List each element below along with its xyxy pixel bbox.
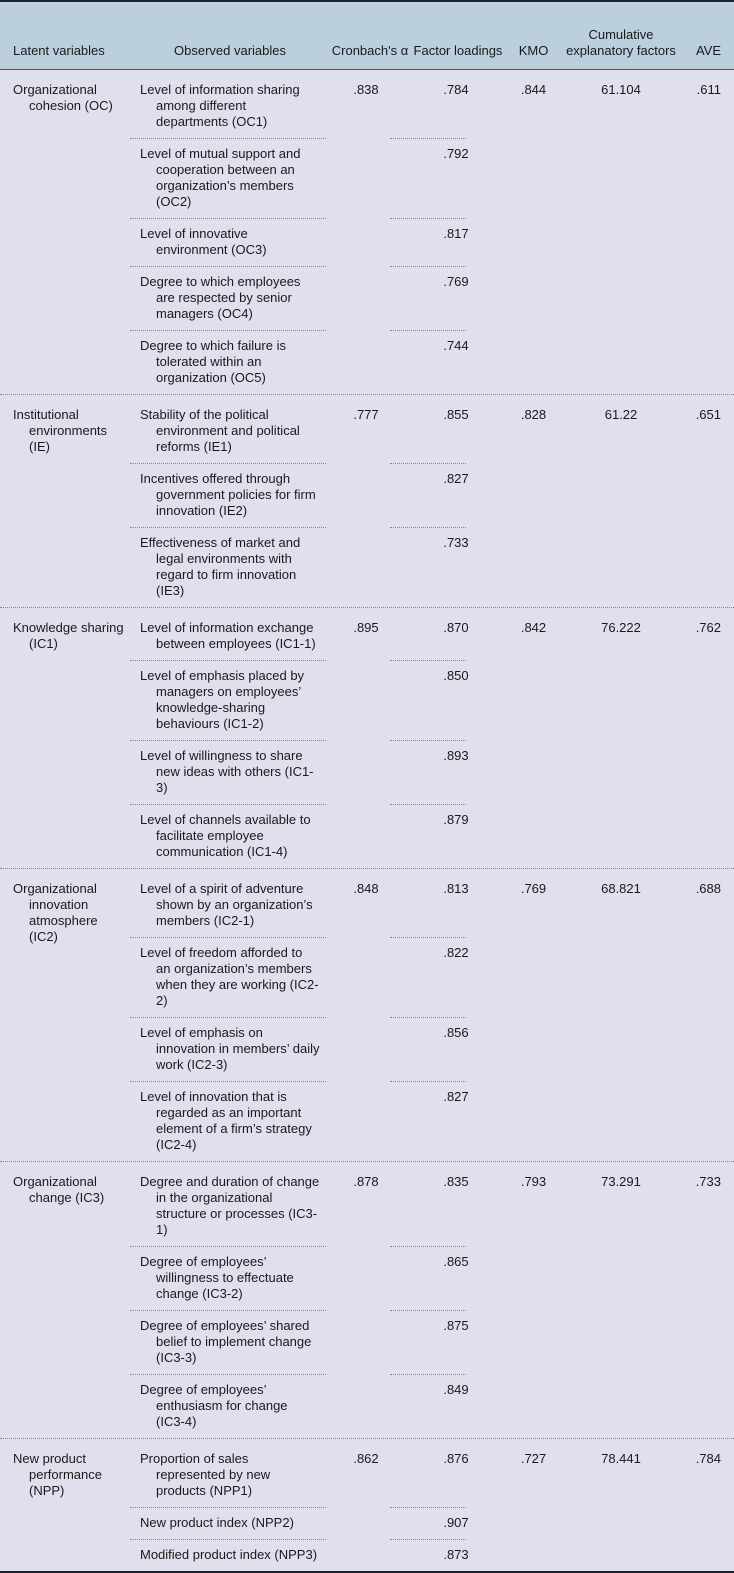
observed-item [130,881,506,937]
observed-variable: Level of freedom afforded to an organization’s members when they are working (IC2-2) [140,945,319,1008]
cumulative-value: 78.441 [601,1451,641,1466]
cronbach-alpha: .878 [353,1174,379,1189]
kmo-value: .793 [520,1174,547,1189]
ave-value: .688 [695,881,721,896]
factor-loading: .856 [443,1025,469,1040]
factor-loading: .792 [443,146,469,161]
factor-loading: .873 [443,1547,469,1562]
latent-label: Institutional environments (IE) [13,407,108,454]
table-row-group [0,70,734,395]
observed-list [130,1174,506,1438]
cumulative-value: 68.821 [601,881,641,896]
cronbach-alpha [326,812,406,868]
observed-item [130,226,506,266]
cronbach-alpha [326,338,406,394]
observed-variable: Level of mutual support and cooperation between an organization’s members (OC2) [140,146,301,209]
cronbach-alpha: .895 [353,620,379,635]
cronbach-alpha [326,535,406,607]
observed-variable: Level of information exchange between employees (IC1-1) [140,620,316,651]
observed-item [130,1254,506,1310]
cronbach-alpha [326,1515,406,1539]
group-stats [506,1451,734,1571]
observed-variable: Degree to which failure is tolerated within an organization (OC5) [140,338,286,385]
cronbach-alpha: .862 [353,1451,379,1466]
observed-list [130,620,506,868]
observed-variable: Degree of employees’ shared belief to implement change (IC3-3) [140,1318,312,1365]
observed-variable: Level of a spirit of adventure shown by an organization’s members (IC2-1) [140,881,313,928]
table-body [0,70,734,1571]
observed-item [130,535,506,607]
table-row-group [0,1162,734,1439]
observed-variable: Degree and duration of change in the organizational structure or processes (IC3-1) [140,1174,320,1237]
latent-variable [0,881,130,1161]
observed-variable: Level of information sharing among different departments (OC1) [140,82,300,129]
observed-item [130,274,506,330]
latent-variable [0,82,130,394]
observed-variable: Degree of employees’ enthusiasm for change (IC3-4) [140,1382,288,1429]
observed-variable: Level of innovation that is regarded as an important element of a firm’s strategy (IC2-4) [140,1089,312,1152]
observed-item [130,146,506,218]
ave-value: .784 [695,1451,721,1466]
cronbach-alpha: .777 [353,407,379,422]
group-stats [506,881,734,1161]
cronbach-alpha [326,146,406,218]
group-stats [506,620,734,868]
latent-label: Knowledge sharing (IC1) [13,620,124,651]
observed-list [130,82,506,394]
kmo-value: .727 [520,1451,547,1466]
observed-item [130,1174,506,1246]
observed-variable: Effectiveness of market and legal environments with regard to firm innovation (IE3) [140,535,301,598]
ave-value: .611 [696,82,721,97]
kmo-value: .844 [520,82,547,97]
latent-label: Organizational innovation atmosphere (IC2) [13,881,98,944]
cronbach-alpha [326,1089,406,1161]
observed-list [130,881,506,1161]
latent-label: New product performance (NPP) [13,1451,102,1498]
cronbach-alpha [326,1025,406,1081]
latent-variable [0,620,130,868]
table-row-group [0,395,734,608]
cronbach-alpha [326,274,406,330]
observed-variable: Level of channels available to facilitate employee communication (IC1-4) [140,812,311,859]
factor-loading: .827 [443,1089,469,1104]
kmo-value: .828 [520,407,547,422]
ave-value: .762 [695,620,721,635]
header-latent: Latent variables [13,43,105,58]
observed-variable: Proportion of sales represented by new products (NPP1) [140,1451,271,1498]
cronbach-alpha [326,748,406,804]
cronbach-alpha [326,226,406,266]
kmo-value: .769 [520,881,547,896]
header-kmo: KMO [518,43,549,58]
header-alpha: Cronbach's α [331,43,409,58]
cronbach-alpha [326,1547,406,1571]
observed-item [130,620,506,660]
factor-loading: .849 [443,1382,469,1397]
observed-item [130,1382,506,1438]
header-cumulative: Cumulative explanatory factors [566,27,676,58]
factor-loading: .744 [443,338,469,353]
observed-variable: Stability of the political environment and political reforms (IE1) [140,407,300,454]
table-row-group [0,1439,734,1571]
cumulative-value: 61.104 [601,82,641,97]
observed-item [130,1547,506,1571]
observed-item [130,945,506,1017]
observed-item [130,1515,506,1539]
cronbach-alpha [326,1318,406,1374]
cumulative-value: 61.22 [604,407,638,422]
factor-loading: .865 [443,1254,469,1269]
cumulative-value: 76.222 [601,620,641,635]
observed-variable: Level of emphasis placed by managers on employees’ knowledge-sharing behaviours (IC1-2) [140,668,305,731]
table-row-group [0,608,734,869]
group-stats [506,1174,734,1438]
latent-label: Organizational change (IC3) [13,1174,105,1205]
observed-item [130,82,506,138]
header-loadings: Factor loadings [413,43,503,58]
ave-value: .733 [695,1174,721,1189]
cronbach-alpha [326,1382,406,1438]
factor-loading: .827 [443,471,469,486]
observed-list [130,1451,506,1571]
factor-loading: .855 [443,407,469,422]
cronbach-alpha [326,471,406,527]
factor-loading: .893 [443,748,469,763]
observed-variable: Level of innovative environment (OC3) [140,226,267,257]
factor-loading: .879 [443,812,469,827]
latent-variable [0,407,130,607]
factor-loading: .813 [443,881,469,896]
observed-variable: Level of emphasis on innovation in members’ daily work (IC2-3) [140,1025,320,1072]
observed-variable: Incentives offered through government policies for firm innovation (IE2) [140,471,316,518]
cronbach-alpha: .848 [353,881,379,896]
cronbach-alpha [326,668,406,740]
factor-loading: .850 [443,668,469,683]
factor-loading: .769 [443,274,469,289]
observed-variable: Modified product index (NPP3) [140,1547,318,1562]
cronbach-alpha [326,1254,406,1310]
observed-item [130,338,506,394]
latent-label: Organizational cohesion (OC) [13,82,113,113]
ave-value: .651 [695,407,721,422]
factor-loading: .817 [443,226,469,241]
table-row-group [0,869,734,1162]
kmo-value: .842 [520,620,547,635]
cronbach-alpha: .838 [353,82,379,97]
table-header [0,2,734,70]
cumulative-value: 73.291 [601,1174,641,1189]
factor-loading: .822 [443,945,469,960]
group-stats [506,407,734,607]
observed-item [130,471,506,527]
observed-item [130,1089,506,1161]
observed-variable: Degree of employees’ willingness to effectuate change (IC3-2) [140,1254,294,1301]
factor-loading: .733 [443,535,469,550]
observed-item [130,1318,506,1374]
header-observed: Observed variables [174,43,286,58]
factor-loading: .907 [443,1515,469,1530]
latent-variable [0,1451,130,1571]
observed-item [130,748,506,804]
observed-variable: Level of willingness to share new ideas with others (IC1-3) [140,748,314,795]
observed-item [130,812,506,868]
observed-item [130,1025,506,1081]
factor-loading: .870 [443,620,469,635]
group-stats [506,82,734,394]
cronbach-alpha [326,945,406,1017]
observed-list [130,407,506,607]
observed-variable: Degree to which employees are respected by senior managers (OC4) [140,274,301,321]
factor-loading: .876 [443,1451,469,1466]
header-ave: AVE [695,43,721,58]
factor-loading: .835 [443,1174,469,1189]
latent-variable [0,1174,130,1438]
observed-item [130,407,506,463]
observed-item [130,668,506,740]
factor-loading: .875 [443,1318,469,1333]
factor-loading: .784 [443,82,469,97]
observed-item [130,1451,506,1507]
observed-variable: New product index (NPP2) [140,1515,294,1530]
